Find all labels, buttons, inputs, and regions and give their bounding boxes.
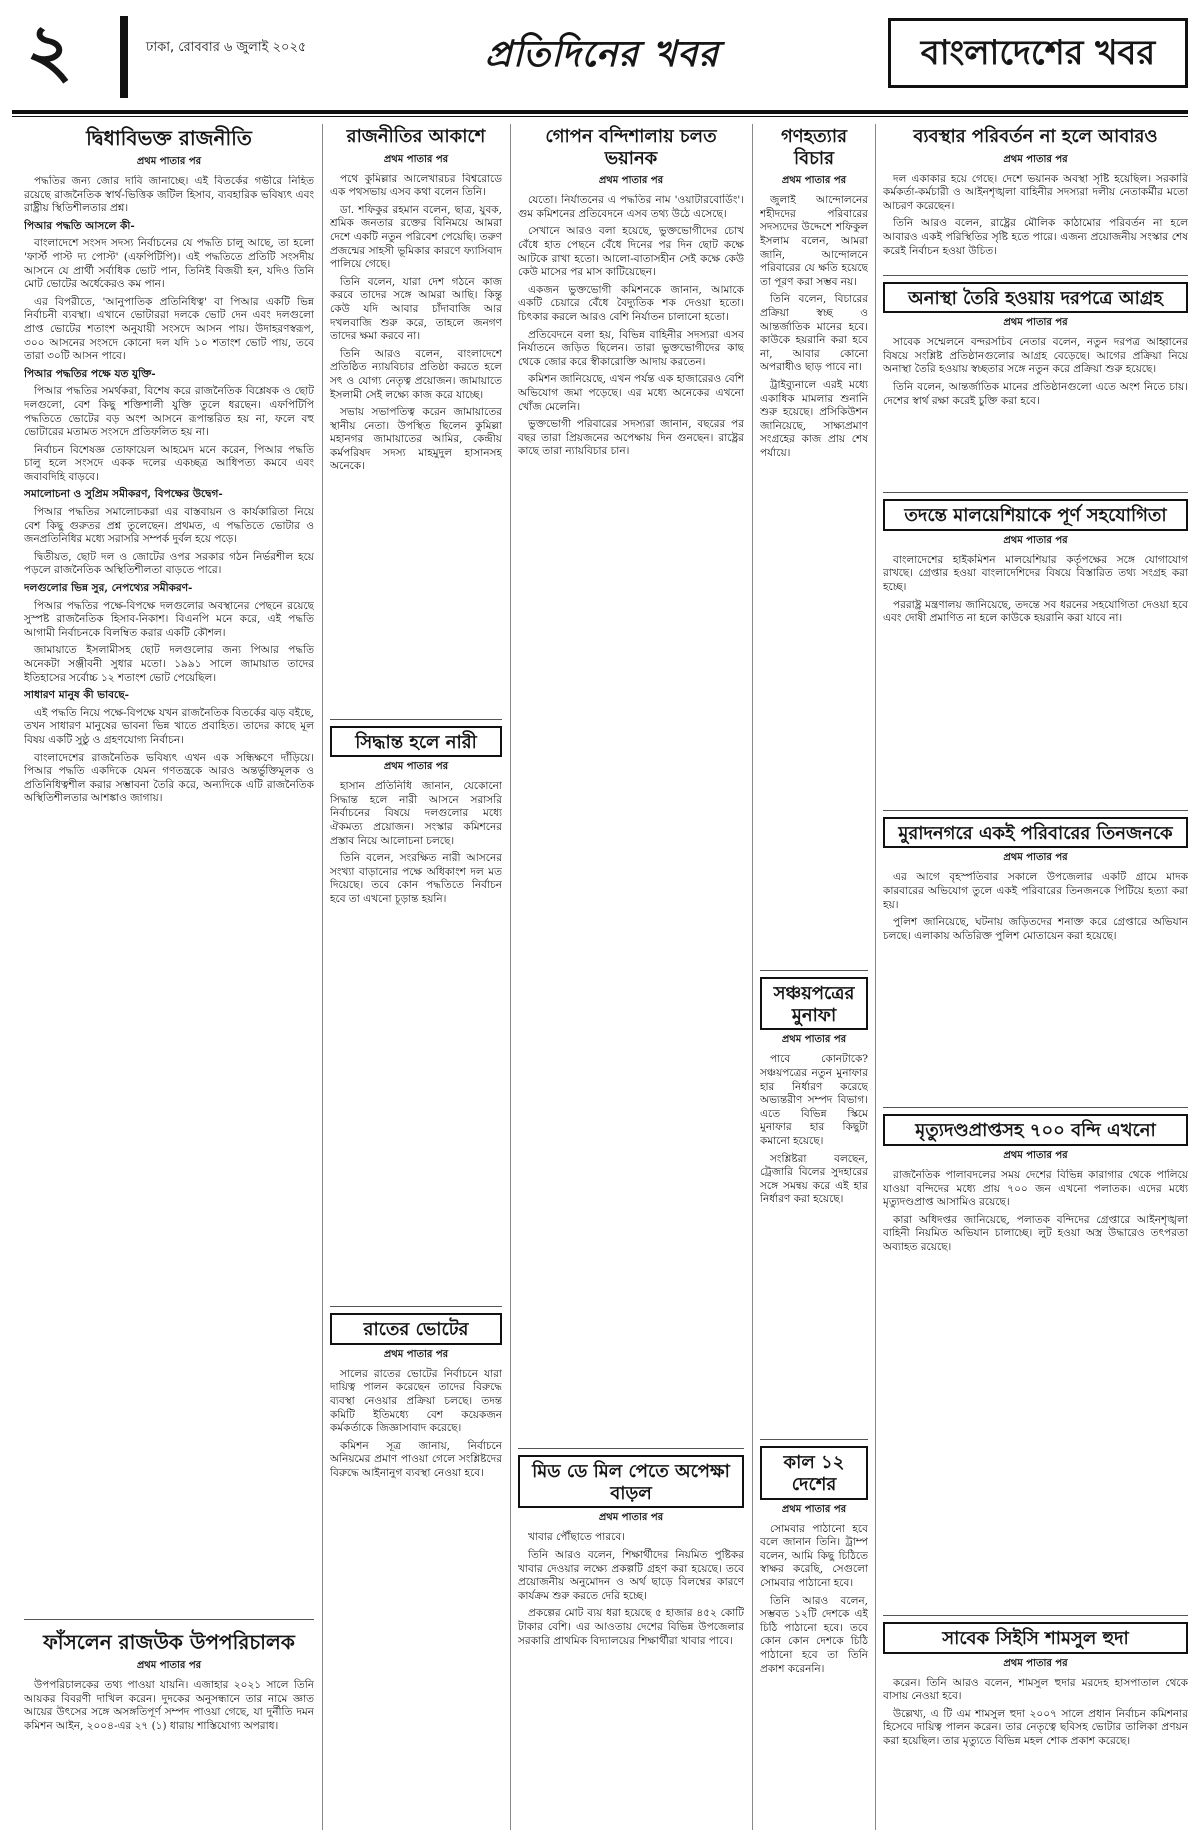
- story-headline: সাবেক সিইসি শামসুল হুদা: [883, 1622, 1188, 1654]
- story-headline: সঞ্চয়পত্রের মুনাফা: [760, 977, 868, 1030]
- paragraph: করেন। তিনি আরও বলেন, শামসুল হুদার মরদেহ হাসপাতাল থেকে বাসায় নেওয়া হবে।: [883, 1676, 1188, 1703]
- paragraph: পথে কুমিল্লার আলেখারচর বিশ্বরোডে এক পথসভায় এসব কথা বলেন তিনি।: [330, 172, 502, 199]
- story-rajuk-deputy-director: [24, 1626, 314, 1733]
- story-women-seats: [330, 726, 502, 1301]
- paragraph: হাসান প্রতিনিধি জানান, যেকোনো সিদ্ধান্ত হলে নারী আসনে সরাসরি নির্বাচনের বিষয়ে দলগুলোর মধ্যে ঐকমত্য প্রয়োজন। সংস্কার কমিশনের প্রস্তাব নিয়ে আলোচনা চলছে।: [330, 780, 502, 847]
- story-headline: ফাঁসলেন রাজউক উপপরিচালক: [43, 1630, 295, 1654]
- story-separator: [883, 1615, 1188, 1616]
- paragraph: পাবে কোনটাকে? সঞ্চয়পত্রের নতুন মুনাফার হার নির্ধারণ করেছে অভ্যন্তরীণ সম্পদ বিভাগ। এতে বিভিন্ন স্কিমে মুনাফার হার কিছুটা কমানো হয়েছে।: [760, 1053, 868, 1147]
- story-separator: [760, 1439, 868, 1440]
- story-political-sky: [330, 122, 502, 713]
- story-body: [24, 1679, 314, 1733]
- page-number: ২: [26, 7, 73, 92]
- paragraph: এই পদ্ধতি নিয়ে পক্ষে-বিপক্ষে যখন রাজনৈতিক বিতর্কের ঝড় বইছে, তখন সাধারণ মানুষের ভাবনা ভিন্ন খাতে প্রবাহিত। তাদের কাছে মূল বিষয় একটি সুষ্ঠু ও গ্রহণযোগ্য নির্বাচন।: [24, 706, 314, 746]
- masthead-rule-thin: [12, 116, 1188, 117]
- story-malaysia-cooperation: [883, 499, 1188, 804]
- subheading: দলগুলোর ভিন্ন সুর, নেপথ্যের সমীকরণ-: [24, 582, 193, 595]
- story-headline: কাল ১২ দেশের: [760, 1446, 868, 1499]
- story-body: [518, 1531, 744, 1648]
- story-body: [518, 194, 744, 1442]
- story-kicker: প্রথম পাতার পর: [1003, 1657, 1068, 1669]
- story-kicker: প্রথম পাতার পর: [1003, 317, 1068, 329]
- story-separator: [883, 492, 1188, 493]
- story-body: [760, 1523, 868, 1677]
- story-headline: মিড ডে মিল পেতে অপেক্ষা বাড়ল: [518, 1455, 744, 1508]
- story-kicker: প্রথম পাতার পর: [136, 156, 202, 167]
- paragraph: তিনি আরও বলেন, সম্ভবত ১২টি দেশকে এই চিঠি পাঠানো হবে। তবে কোন কোন দেশকে চিঠি পাঠানো হবে তা তিনি প্রকাশ করেননি।: [760, 1594, 868, 1675]
- paragraph: দল একাকার হয়ে গেছে। দেশে ভয়ানক অবস্থা সৃষ্টি হয়েছিল। সরকারি কর্মকর্তা-কর্মচারী ও আইনশৃঙ্খলা বাহিনীর সদস্যরা দলীয় নেতাকর্মীর মতো আচরণ করেছেন।: [883, 172, 1188, 212]
- column-5: [883, 122, 1188, 1828]
- story-body: [760, 194, 868, 964]
- paragraph: বাংলাদেশের হাইকমিশন মালয়েশিয়ার কর্তৃপক্ষের সঙ্গে যোগাযোগ রাখছে। গ্রেপ্তার হওয়া বাংলাদেশিদের বিষয়ে বিস্তারিত তথ্য সংগ্রহ করা হচ্ছে।: [883, 553, 1188, 593]
- paragraph: বাংলাদেশের রাজনৈতিক ভবিষ্যৎ এখন এক সন্ধিক্ষণে দাঁড়িয়ে। পিআর পদ্ধতি একদিকে যেমন গণতন্ত্রকে আরও অন্তর্ভুক্তিমূলক ও প্রতিনিধিত্বশীল করার সম্ভাবনা তৈরি করে, অন্যদিকে এটি রাজনৈতিক অস্থিতিশীলতার আশঙ্কাও জাগায়।: [24, 751, 314, 805]
- page-number-rule: [120, 16, 128, 98]
- paragraph: পিআর পদ্ধতির সমর্থকরা, বিশেষ করে রাজনৈতিক বিশ্লেষক ও ছোট দলগুলো, বেশ কিছু শক্তিশালী যুক্তি তুলে ধরছেন। এফপিটিপি পদ্ধতিতে ভোটের বড় অংশ আসনে রূপান্তরিত হয় না, ফলে বহু ভোটারের মতামত সংসদে প্রতিফলিত হয় না।: [24, 385, 314, 439]
- paragraph: বাংলাদেশে সংসদ সদস্য নির্বাচনের যে পদ্ধতি চালু আছে, তা হলো 'ফার্স্ট পাস্ট দ্য পোস্ট' (এফপিটিপি)। এই পদ্ধতিতে প্রতিটি সংসদীয় আসনে যে প্রার্থী সর্বাধিক ভোট পান, তিনিই বিজয়ী হন, যদিও তিনি মোট ভোটের অর্ধেকেরও কম পান।: [24, 237, 314, 291]
- story-headline: ব্যবস্থার পরিবর্তন না হলে আবারও: [913, 126, 1158, 147]
- paragraph: সভায় সভাপতিত্ব করেন জামায়াতের স্থানীয় নেতা। উপস্থিত ছিলেন কুমিল্লা মহানগর জামায়াতের আমির, কেন্দ্রীয় কর্মপরিষদ সদস্য মাহমুদুল হাসানসহ অনেকে।: [330, 406, 502, 473]
- story-bifurcated-politics: [24, 122, 314, 1613]
- paragraph: পিআর পদ্ধতির সমালোচকরা এর বাস্তবায়ন ও কার্যকারিতা নিয়ে বেশ কিছু গুরুতর প্রশ্ন তুলেছেন। প্রথমত, এ পদ্ধতিতে ভোটার ও জনপ্রতিনিধির মধ্যে সরাসরি সম্পর্ক দুর্বল হয়ে পড়ে।: [24, 506, 314, 546]
- paragraph: তিনি আরও বলেন, বাংলাদেশে প্রতিষ্ঠিত ন্যায়বিচার প্রতিষ্ঠা করতে হলে সৎ ও যোগ্য নেতৃত্ব প্রয়োজন। জামায়াতে ইসলামী সেই লক্ষ্যে কাজ করে যাচ্ছে।: [330, 347, 502, 401]
- column-divider: [875, 124, 876, 1830]
- paragraph: পিআর পদ্ধতির পক্ষে-বিপক্ষে দলগুলোর অবস্থানের পেছনে রয়েছে সুস্পষ্ট রাজনৈতিক হিসাব-নিকাশ। বিএনপি মনে করে, এই পদ্ধতি আগামী নির্বাচনকে বিলম্বিত করার একটি কৌশল।: [24, 599, 314, 639]
- story-kicker: প্রথম পাতার পর: [598, 175, 664, 187]
- story-body: [760, 1053, 868, 1433]
- subheading: সাধারণ মানুষ কী ভাবছে-: [24, 689, 129, 702]
- story-separator: [883, 810, 1188, 811]
- story-body: [883, 871, 1188, 1101]
- story-body: [883, 554, 1188, 804]
- story-body: [24, 175, 314, 1613]
- story-separator: [518, 1448, 744, 1449]
- story-muradnagar: [883, 817, 1188, 1102]
- paragraph: সংশ্লিষ্টরা বলছেন, ট্রেজারি বিলের সুদহারের সঙ্গে সমন্বয় করে এই হার নির্ধারণ করা হয়েছে।: [760, 1152, 868, 1206]
- masthead: [12, 8, 1188, 116]
- column-3: [518, 122, 744, 1828]
- column-divider: [322, 124, 323, 1830]
- column-1: [24, 122, 314, 1828]
- story-kicker: প্রথম পাতার পর: [383, 1348, 449, 1360]
- story-body: [883, 336, 1188, 486]
- paragraph: যেতো। নির্যাতনের এ পদ্ধতির নাম 'ওয়াটারবোর্ডিং'। গুম কমিশনের প্রতিবেদনে এসব তথ্য উঠে এসেছে।: [518, 194, 744, 220]
- story-tender-interest: [883, 282, 1188, 487]
- story-kicker: প্রথম পাতার পর: [1003, 852, 1068, 864]
- story-kicker: প্রথম পাতার পর: [781, 1503, 847, 1515]
- paragraph: কমিশন সূত্র জানায়, নির্বাচনে অনিয়মের প্রমাণ পাওয়া গেলে সংশ্লিষ্টদের বিরুদ্ধে আইনানুগ ব্যবস্থা নেওয়া হবে।: [330, 1439, 502, 1479]
- story-separator: [24, 1619, 314, 1620]
- paragraph: নির্বাচন বিশেষজ্ঞ তোফায়েল আহমেদ মনে করেন, পিআর পদ্ধতি চালু হলে সংসদে একক দলের একচ্ছত্র আধিপত্য কমবে এবং জবাবদিহি বাড়বে।: [24, 443, 314, 483]
- paragraph: পদ্ধতির জন্য জোর দাবি জানাচ্ছে। এই বিতর্কের গভীরে নিহিত রয়েছে রাজনৈতিক স্বার্থ-ভিত্তিক জটিল হিসাব, ব্যবহারিক ভবিষ্যৎ এবং রাষ্ট্রীয় স্থিতিশীলতার প্রশ্ন।: [24, 175, 314, 215]
- subheading: পিআর পদ্ধতির পক্ষে যত যুক্তি-: [24, 367, 156, 380]
- story-separator: [330, 1306, 502, 1307]
- paragraph: তিনি আরও বলেন, শিক্ষার্থীদের নিয়মিত পুষ্টিকর খাবার দেওয়ার লক্ষ্যে প্রকল্পটি গ্রহণ করা হয়েছে। তবে প্রয়োজনীয় অনুমোদন ও অর্থ ছাড়ে বিলম্বের কারণে কার্যক্রম শুরু করতে দেরি হচ্ছে।: [518, 1548, 744, 1602]
- story-night-vote: [330, 1313, 502, 1480]
- paragraph: পুলিশ জানিয়েছে, ঘটনায় জড়িতদের শনাক্ত করে গ্রেপ্তারে অভিযান চলছে। এলাকায় অতিরিক্ত পুলিশ মোতায়েন করা হয়েছে।: [883, 916, 1188, 942]
- paragraph: পররাষ্ট্র মন্ত্রণালয় জানিয়েছে, তদন্তে সব ধরনের সহযোগিতা দেওয়া হবে এবং দোষী প্রমাণিত না হলে কাউকে হয়রানি করা যাবে না।: [883, 598, 1188, 625]
- story-headline: অনাস্থা তৈরি হওয়ায় দরপত্রে আগ্রহ: [883, 282, 1188, 314]
- paragraph: এর আগে বৃহস্পতিবার সকালে উপজেলার একটি গ্রামে মাদক কারবারের অভিযোগ তুলে একই পরিবারের তিনজনকে পিটিয়ে হত্যা করা হয়।: [883, 871, 1188, 911]
- story-kicker: প্রথম পাতার পর: [136, 1660, 202, 1671]
- paragraph: সাবেক সম্মেলনে বন্দরসচিব নেতার বলেন, নতুন দরপত্র আহ্বানের বিষয়ে সংশ্লিষ্ট প্রতিষ্ঠানগুলোর আগ্রহ বেড়েছে। আগের প্রক্রিয়া নিয়ে অনাস্থা তৈরি হওয়ায় স্বচ্ছতার সঙ্গে নতুন করে প্রক্রিয়া শুরু হয়েছে।: [883, 336, 1188, 376]
- dateline: ঢাকা, রোববার ৬ জুলাই ২০২৫: [146, 40, 307, 55]
- story-headline: গণহত্যার বিচার: [781, 126, 847, 169]
- story-shamsul-huda: [883, 1622, 1188, 1749]
- story-headline: রাতের ভোটের: [330, 1313, 502, 1345]
- paragraph: ডা. শফিকুর রহমান বলেন, ছাত্র, যুবক, শ্রমিক জনতার রক্তের বিনিময়ে আমরা দেশে একটি নতুন পরিবেশ পেয়েছি। তরুণ প্রজন্মের সাহসী ভূমিকার কারণে ফ্যাসিবাদ পালিয়ে গেছে।: [330, 203, 502, 271]
- paragraph: তিনি আরও বলেন, রাষ্ট্রের মৌলিক কাঠামোর পরিবর্তন না হলে আবারও একই পরিস্থিতির সৃষ্টি হতে পারে। এজন্য প্রয়োজনীয় সংস্কার শেষ করেই নির্বাচন হওয়া উচিত।: [883, 217, 1188, 257]
- column-divider: [752, 124, 753, 1830]
- story-headline: রাজনীতির আকাশে: [346, 126, 486, 147]
- paragraph: তিনি বলেন, বিচারের প্রক্রিয়া স্বচ্ছ ও আন্তর্জাতিক মানের হবে। কাউকে হয়রানি করা হবে না, আবার কোনো অপরাধীও ছাড় পাবে না।: [760, 293, 868, 374]
- paragraph: প্রতিবেদনে বলা হয়, বিভিন্ন বাহিনীর সদস্যরা এসব নির্যাতনে জড়িত ছিলেন। তারা ভুক্তভোগীদের কাছ থেকে জোর করে স্বীকারোক্তি আদায় করতেন।: [518, 328, 744, 368]
- story-body: [330, 780, 502, 1300]
- paragraph: উল্লেখ্য, এ টি এম শামসুল হুদা ২০০৭ সালে প্রধান নির্বাচন কমিশনার হিসেবে দায়িত্ব পালন করেন। তার নেতৃত্বে ছবিসহ ভোটার তালিকা প্রণয়ন করা হয়েছিল। তার মৃত্যুতে বিভিন্ন মহল শোক প্রকাশ করেছে।: [883, 1707, 1188, 1747]
- paragraph: উপপরিচালকের তথ্য পাওয়া যায়নি। এজাহার ২০২১ সালে তিনি আয়কর বিবরণী দাখিল করেন। দুদকের অনুসন্ধানে তার নামে জ্ঞাত আয়ের উৎসের সঙ্গে অসঙ্গতিপূর্ণ সম্পদ পাওয়া গেছে, যা দুর্নীতি দমন কমিশন আইন, ২০০৪-এর ২৭ (১) ধারায় শাস্তিযোগ্য অপরাধ।: [24, 1679, 314, 1732]
- story-body: [330, 173, 502, 713]
- paper-name: প্রতিদিনের খবর: [484, 33, 720, 75]
- paragraph: সোমবার পাঠানো হবে বলে জানান তিনি। ট্রাম্প বলেন, আমি কিছু চিঠিতে স্বাক্ষর করেছি, সেগুলো সোমবার পাঠানো হবে।: [760, 1522, 868, 1589]
- story-separator: [760, 970, 868, 971]
- paragraph: প্রকল্পের মোট ব্যয় ধরা হয়েছে ৫ হাজার ৪৫২ কোটি টাকার বেশি। এর আওতায় দেশের বিভিন্ন উপজেলার সরকারি প্রাথমিক বিদ্যালয়ের শিক্ষার্থীরা খাবার পাবে।: [518, 1607, 744, 1647]
- story-body: [330, 1368, 502, 1481]
- story-separator: [883, 1107, 1188, 1108]
- paragraph: রাজনৈতিক পালাবদলের সময় দেশের বিভিন্ন কারাগার থেকে পালিয়ে যাওয়া বন্দিদের মধ্যে প্রায় ৭০০ জন এখনো পলাতক। এদের মধ্যে মৃত্যুদণ্ডপ্রাপ্ত আসামিও রয়েছে।: [883, 1168, 1188, 1209]
- story-body: [883, 1169, 1188, 1609]
- paragraph: সালের রাতের ভোটের নির্বাচনে যারা দায়িত্ব পালন করেছেন তাদের বিরুদ্ধে ব্যবস্থা নেওয়ার প্রক্রিয়া চলছে। তদন্ত কমিটি ইতিমধ্যে বেশ কয়েকজন কর্মকর্তাকে জিজ্ঞাসাবাদ করেছে।: [330, 1367, 502, 1435]
- story-body: [883, 1677, 1188, 1749]
- paragraph: তিনি বলেন, সংরক্ষিত নারী আসনের সংখ্যা বাড়ানোর পক্ষে অধিকাংশ দল মত দিয়েছে। তবে কোন পদ্ধতিতে নির্বাচন হবে তা এখনো চূড়ান্ত হয়নি।: [330, 852, 502, 905]
- column-4: [760, 122, 868, 1828]
- paragraph: খাবার পৌঁছাতে পারবে।: [528, 1531, 625, 1544]
- story-kicker: প্রথম পাতার পর: [383, 153, 449, 165]
- story-headline: সিদ্ধান্ত হলে নারী: [330, 726, 502, 758]
- story-headline: তদন্তে মালয়েশিয়াকে পূর্ণ সহযোগিতা: [883, 499, 1188, 531]
- story-separator: [883, 275, 1188, 276]
- story-kicker: প্রথম পাতার পর: [1003, 534, 1068, 546]
- paragraph: কমিশন জানিয়েছে, এখন পর্যন্ত এক হাজারেরও বেশি অভিযোগ জমা পড়েছে। এর মধ্যে অনেকের এখনো খোঁজ মেলেনি।: [518, 373, 744, 413]
- paragraph: তিনি বলেন, আন্তর্জাতিক মানের প্রতিষ্ঠানগুলো এতে অংশ নিতে চায়। দেশের স্বার্থ রক্ষা করেই চুক্তি করা হবে।: [883, 380, 1188, 407]
- story-body: [883, 173, 1188, 269]
- paragraph: একজন ভুক্তভোগী কমিশনকে জানান, আমাকে একটি চেয়ারে বেঁধে বৈদ্যুতিক শক দেওয়া হতো। চিৎকার করলে আরও বেশি নির্যাতন চালানো হতো।: [518, 283, 744, 323]
- story-kicker: প্রথম পাতার পর: [383, 761, 449, 773]
- paragraph: সেখানে আরও বলা হয়েছে, ভুক্তভোগীদের চোখ বেঁধে হাত পেছনে বেঁধে দিনের পর দিন ছোট কক্ষে আটকে রাখা হতো। আলো-বাতাসহীন সেই কক্ষে কেউ কেউ মাসের পর মাস কাটিয়েছেন।: [518, 225, 744, 279]
- story-headline: মুরাদনগরে একই পরিবারের তিনজনকে: [883, 817, 1188, 849]
- paragraph: ট্রাইব্যুনালে এরই মধ্যে একাধিক মামলার শুনানি শুরু হয়েছে। প্রসিকিউশন জানিয়েছে, সাক্ষ্যপ্রমাণ সংগ্রহের কাজ প্রায় শেষ পর্যায়ে।: [760, 378, 868, 459]
- story-headline: মৃত্যুদণ্ডপ্রাপ্তসহ ৭০০ বন্দি এখনো: [883, 1114, 1188, 1146]
- story-secret-detention: [518, 122, 744, 1442]
- paragraph: জামায়াতে ইসলামীসহ ছোট দলগুলোর জন্য পিআর পদ্ধতি অনেকটা সঞ্জীবনী সুধার মতো। ১৯৯১ সালে জামায়াত তাদের ইতিহাসের সর্বোচ্চ ১২ শতাংশ ভোট পেয়েছিল।: [24, 644, 314, 684]
- subheading: পিআর পদ্ধতি আসলে কী-: [24, 219, 135, 232]
- section-label: বাংলাদেশের খবর: [888, 18, 1188, 88]
- masthead-rule: [12, 110, 1188, 114]
- story-kicker: প্রথম পাতার পর: [1003, 153, 1068, 165]
- story-system-change: [883, 122, 1188, 269]
- story-separator: [330, 719, 502, 720]
- story-700-prisoners: [883, 1114, 1188, 1609]
- paragraph: ভুক্তভোগী পরিবারের সদস্যরা জানান, বছরের পর বছর তারা প্রিয়জনের অপেক্ষায় দিন গুনছেন। রাষ্ট্রের কাছে তারা ন্যায়বিচার চান।: [518, 418, 744, 458]
- story-savings-certificate: [760, 977, 868, 1433]
- column-2: [330, 122, 502, 1828]
- story-kicker: প্রথম পাতার পর: [781, 1034, 847, 1046]
- paragraph: কারা অধিদপ্তর জানিয়েছে, পলাতক বন্দিদের গ্রেপ্তারে আইনশৃঙ্খলা বাহিনী নিয়মিত অভিযান চালাচ্ছে। লুট হওয়া অস্ত্র উদ্ধারেও তৎপরতা অব্যাহত রয়েছে।: [883, 1213, 1188, 1253]
- story-kicker: প্রথম পাতার পর: [1003, 1149, 1068, 1161]
- paragraph: জুলাই আন্দোলনের শহীদদের পরিবারের সদস্যদের উদ্দেশে শফিকুল ইসলাম বলেন, আমরা জানি, আন্দোলনে পরিবারের যে ক্ষতি হয়েছে তা পূরণ করা সম্ভব নয়।: [760, 194, 868, 288]
- story-twelve-countries: [760, 1446, 868, 1676]
- story-mid-day-meal: [518, 1455, 744, 1648]
- story-headline: দ্বিধাবিভক্ত রাজনীতি: [86, 126, 252, 150]
- story-headline: গোপন বন্দিশালায় চলত ভয়ানক: [545, 126, 717, 169]
- paragraph: এর বিপরীতে, 'আনুপাতিক প্রতিনিধিত্ব' বা পিআর একটি ভিন্ন নির্বাচনী ব্যবস্থা। এখানে ভোটাররা দলকে ভোট দেন এবং দলগুলো প্রাপ্ত ভোটের শতাংশ অনুযায়ী সংসদে আসন পায়। উদাহরণস্বরূপ, ৩০০ আসনের সংসদে কোনো দল যদি ১০ শতাংশ ভোট পায়, তবে তারা ৩০টি আসন পাবে।: [24, 295, 314, 363]
- story-genocide-trial: [760, 122, 868, 964]
- story-kicker: প্রথম পাতার পর: [781, 175, 847, 187]
- story-kicker: প্রথম পাতার পর: [598, 1512, 664, 1524]
- paragraph: দ্বিতীয়ত, ছোট দল ও জোটের ওপর সরকার গঠন নির্ভরশীল হয়ে পড়লে রাজনৈতিক অস্থিতিশীলতা বাড়তে পারে।: [24, 550, 314, 577]
- subheading: সমালোচনা ও সুপ্রিম সমীকরণ, বিপক্ষের উদ্বেগ-: [24, 488, 223, 501]
- paragraph: তিনি বলেন, যারা দেশ গঠনে কাজ করবে তাদের সঙ্গে আমরা আছি। কিন্তু কেউ যদি আবার চাঁদাবাজি আর দখলবাজি শুরু করে, তাহলে জনগণ তাদের ক্ষমা করবে না।: [330, 275, 502, 343]
- column-divider: [510, 124, 511, 1830]
